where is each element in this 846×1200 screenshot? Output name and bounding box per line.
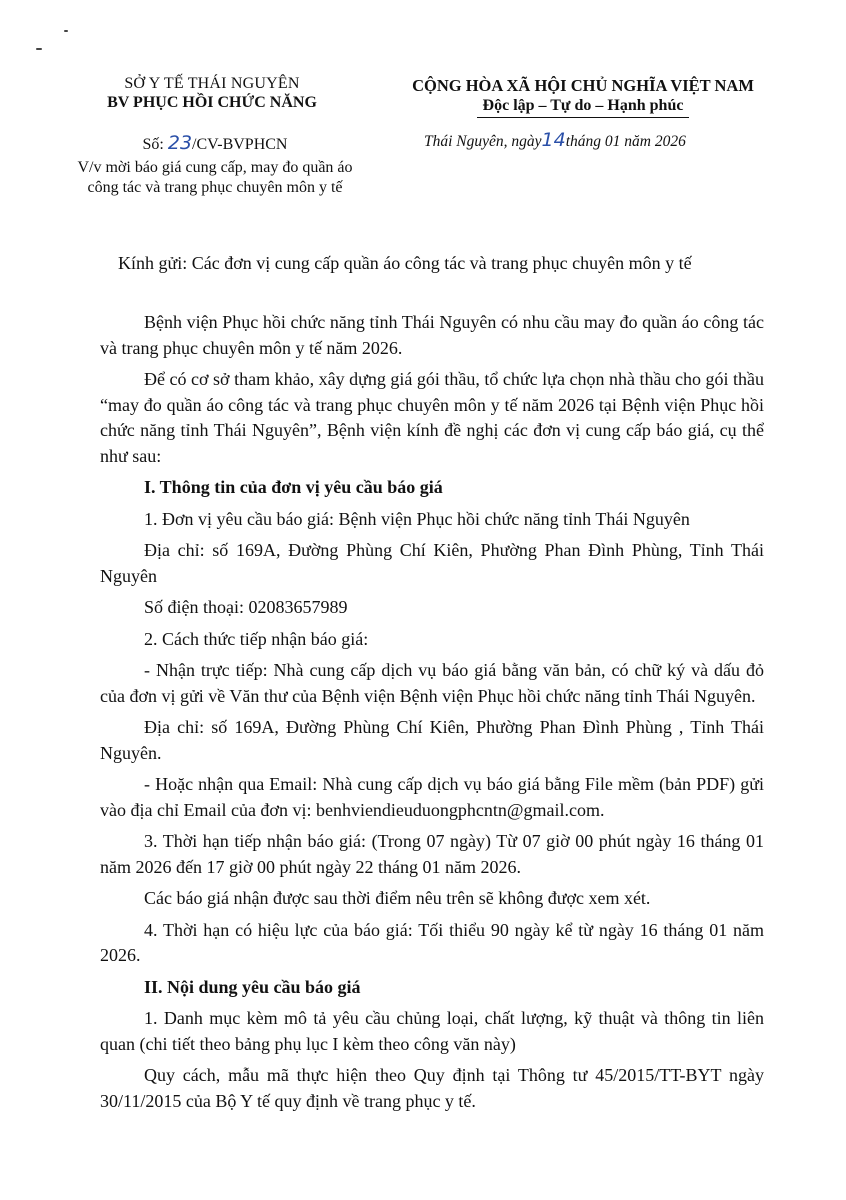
doc-number-handwritten: 23 xyxy=(167,132,193,154)
s2-specification: Quy cách, mẫu mã thực hiện theo Quy định tại Thông tư 45/2015/TT-BYT ngày 30/11/2015 của Bộ Y tế quy định về trang phục y tế. xyxy=(100,1065,764,1111)
s1-receiving-method: 2. Cách thức tiếp nhận báo giá: xyxy=(144,628,369,649)
s1-requesting-unit: 1. Đơn vị yêu cầu báo giá: Bệnh viện Phục hồi chức năng tỉnh Thái Nguyên xyxy=(144,508,690,529)
document-number xyxy=(60,133,370,155)
s1-email-receipt: - Hoặc nhận qua Email: Nhà cung cấp dịch vụ báo giá bằng File mềm (bản PDF) gửi vào địa chỉ Email của đơn vị: benhviendieuduongphcntn@gmail.com. xyxy=(100,774,764,820)
s1-phone: Số điện thoại: 02083657989 xyxy=(144,597,348,617)
place-date-rest: tháng 01 năm 2026 xyxy=(565,133,686,150)
s1-deadline: 3. Thời hạn tiếp nhận báo giá: (Trong 07 ngày) Từ 07 giờ 00 phút ngày 16 tháng 01 năm 2026 đến 17 giờ 00 phút ngày 22 tháng 01 năm 2026. xyxy=(100,831,764,877)
document-subject: V/v mời báo giá cung cấp, may đo quần áo công tác và trang phục chuyên môn y tế xyxy=(77,159,353,196)
doc-number-suffix: /CV-BVPHCN xyxy=(192,136,288,153)
place-date xyxy=(424,130,764,152)
document-body xyxy=(100,310,764,1120)
s1-address-2: Địa chỉ: số 169A, Đường Phùng Chí Kiên, Phường Phan Đình Phùng , Tỉnh Thái Nguyên. xyxy=(100,717,764,763)
recipient-line: Kính gửi: Các đơn vị cung cấp quần áo công tác và trang phục chuyên môn y tế xyxy=(118,253,692,273)
scan-speck xyxy=(36,48,42,50)
day-handwritten: 14 xyxy=(541,129,566,151)
section-2-heading: II. Nội dung yêu cầu báo giá xyxy=(144,976,361,997)
nation-title: CỘNG HÒA XÃ HỘI CHỦ NGHĨA VIỆT NAM xyxy=(412,76,754,95)
national-header xyxy=(388,76,778,118)
section-1-heading: I. Thông tin của đơn vị yêu cầu báo giá xyxy=(144,477,443,497)
s2-item-list: 1. Danh mục kèm mô tả yêu cầu chủng loại, chất lượng, kỹ thuật và thông tin liên quan (chi tiết theo bảng phụ lục I kèm theo công văn này) xyxy=(100,1008,764,1054)
s1-validity: 4. Thời hạn có hiệu lực của báo giá: Tối thiểu 90 ngày kể từ ngày 16 tháng 01 năm 2026. xyxy=(100,919,764,965)
s1-direct-receipt: - Nhận trực tiếp: Nhà cung cấp dịch vụ báo giá bằng văn bản, có chữ ký và dấu đỏ của đơn vị gửi về Văn thư của Bệnh viện Bệnh viện Phục hồi chức năng tỉnh Thái Nguyên. xyxy=(100,660,764,706)
doc-number-prefix: Số: xyxy=(142,136,164,153)
s1-late-notice: Các báo giá nhận được sau thời điểm nêu trên sẽ không được xem xét. xyxy=(144,888,651,908)
s1-address: Địa chỉ: số 169A, Đường Phùng Chí Kiên, Phường Phan Đình Phùng, Tỉnh Thái Nguyên xyxy=(100,540,764,586)
paragraph-intro-2: Để có cơ sở tham khảo, xây dựng giá gói thầu, tổ chức lựa chọn nhà thầu cho gói thầu “may đo quần áo công tác và trang phục chuyên môn y tế năm 2026 tại Bệnh viện Phục hồi chức năng tỉnh Thái Nguyên”, Bệnh viện kính đề nghị các đơn vị cung cấp báo giá, cụ thể như sau: xyxy=(100,369,764,466)
org-parent: SỞ Y TẾ THÁI NGUYÊN xyxy=(124,75,300,92)
org-name: BV PHỤC HỒI CHỨC NĂNG xyxy=(107,94,317,111)
place-date-prefix: Thái Nguyên, ngày xyxy=(424,133,542,150)
paragraph-intro-1: Bệnh viện Phục hồi chức năng tỉnh Thái Nguyên có nhu cầu may đo quần áo công tác và trang phục chuyên môn y tế năm 2026. xyxy=(100,312,764,358)
issuing-organization xyxy=(62,74,362,112)
scan-speck xyxy=(64,30,68,32)
national-motto: Độc lập – Tự do – Hạnh phúc xyxy=(477,96,690,118)
